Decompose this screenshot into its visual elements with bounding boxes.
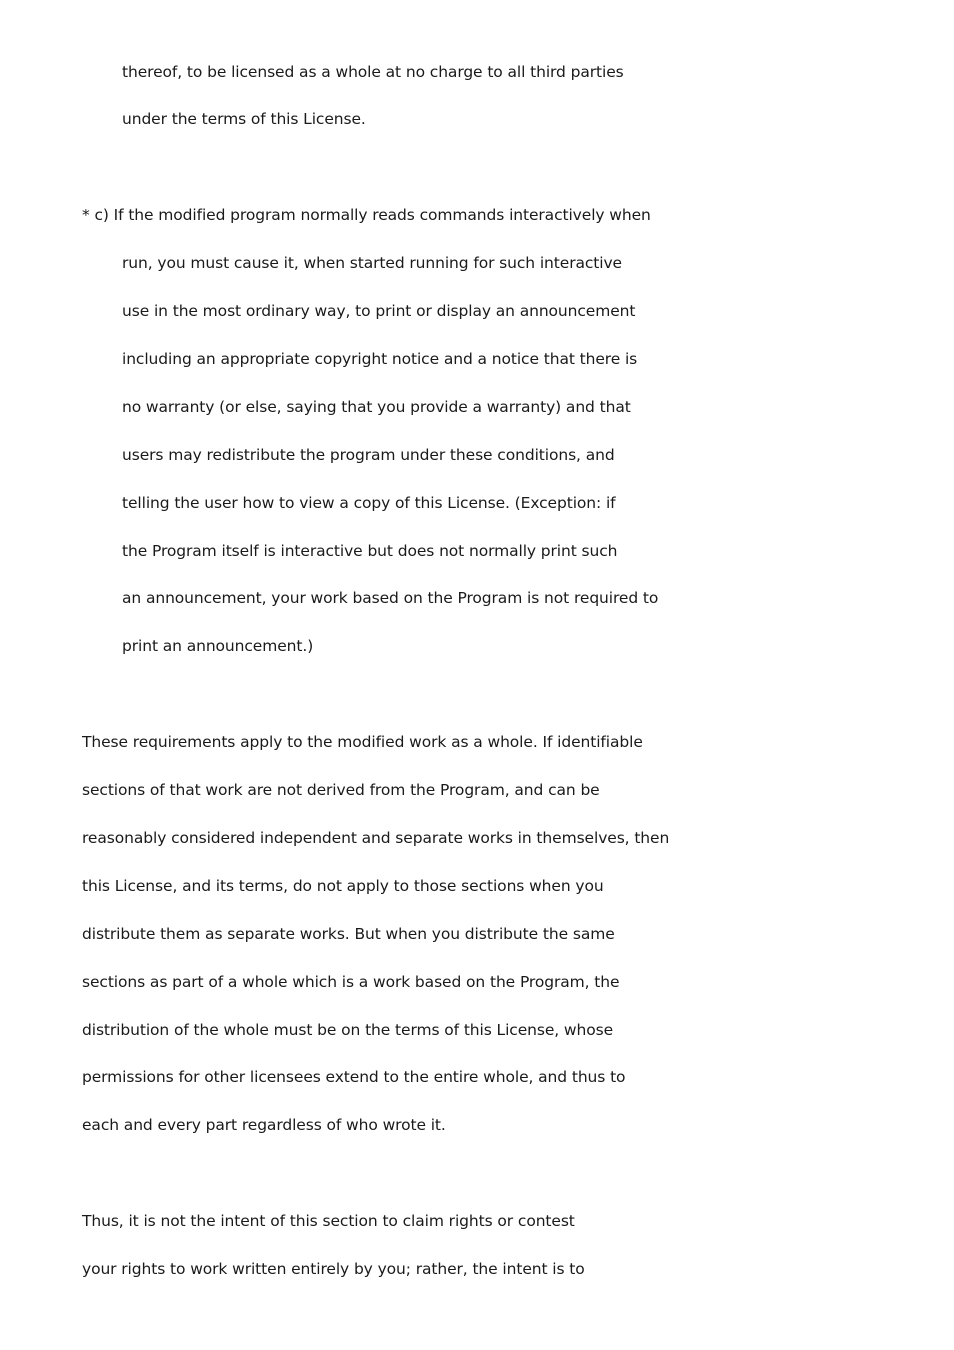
list-item-c-heading: * c) If the modified program normally reads commands interactively when xyxy=(82,206,651,224)
text-line: the Program itself is interactive but does not normally print such xyxy=(122,542,618,560)
text-line: reasonably considered independent and separate works in themselves, then xyxy=(82,829,670,847)
text-line: telling the user how to view a copy of this License. (Exception: if xyxy=(122,494,616,512)
text-line: distribute them as separate works. But when you distribute the same xyxy=(82,925,615,943)
text-line: use in the most ordinary way, to print or display an announcement xyxy=(122,302,636,320)
text-line: including an appropriate copyright notice and a notice that there is xyxy=(122,350,638,368)
text-line: print an announcement.) xyxy=(122,637,314,655)
text-line: Thus, it is not the intent of this section to claim rights or contest xyxy=(82,1212,575,1230)
text-line: These requirements apply to the modified work as a whole. If identifiable xyxy=(82,733,643,751)
text-line: sections of that work are not derived from the Program, and can be xyxy=(82,781,600,799)
text-line: run, you must cause it, when started running for such interactive xyxy=(122,254,622,272)
text-line: each and every part regardless of who wrote it. xyxy=(82,1116,446,1134)
text-line: this License, and its terms, do not apply to those sections when you xyxy=(82,877,604,895)
text-line: sections as part of a whole which is a work based on the Program, the xyxy=(82,973,620,991)
text-line: your rights to work written entirely by you; rather, the intent is to xyxy=(82,1260,585,1278)
text-line: thereof, to be licensed as a whole at no charge to all third parties xyxy=(122,63,624,81)
text-line: distribution of the whole must be on the terms of this License, whose xyxy=(82,1021,614,1039)
text-line: no warranty (or else, saying that you provide a warranty) and that xyxy=(122,398,631,416)
text-line: users may redistribute the program under these conditions, and xyxy=(122,446,615,464)
text-line: permissions for other licensees extend to the entire whole, and thus to xyxy=(82,1068,626,1086)
text-line: an announcement, your work based on the Program is not required to xyxy=(122,589,659,607)
text-line: under the terms of this License. xyxy=(122,110,366,128)
